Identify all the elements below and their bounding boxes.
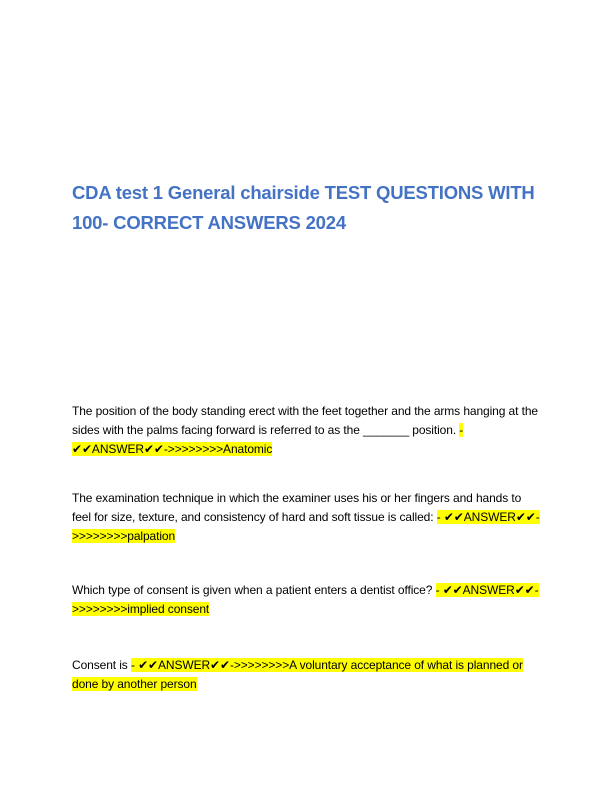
question-text: The position of the body standing erect with the feet together and the arms hanging at the sides with the palms facing forward is referred to as the _______ position. <box>72 404 538 437</box>
answer-text: - ✔✔ANSWER✔✔->>>>>>>>implied consent <box>72 583 539 616</box>
answer-text: - ✔✔ANSWER✔✔->>>>>>>>palpation <box>72 510 540 543</box>
question-text: The examination technique in which the examiner uses his or her fingers and hands to feel for size, texture, and consistency of hard and soft tissue is called: <box>72 491 522 524</box>
qa-item <box>72 656 542 694</box>
question-text: Consent is <box>72 658 131 672</box>
answer-text: - ✔✔ANSWER✔✔->>>>>>>>A voluntary acceptance of what is planned or done by another person <box>72 658 523 691</box>
qa-item <box>72 581 542 619</box>
qa-item <box>72 402 542 459</box>
answer-text: - ✔✔ANSWER✔✔->>>>>>>>Anatomic <box>72 423 464 456</box>
document-title: CDA test 1 General chairside TEST QUESTIONS WITH 100- CORRECT ANSWERS 2024 <box>72 182 535 233</box>
question-text: Which type of consent is given when a patient enters a dentist office? <box>72 583 436 597</box>
qa-item <box>72 489 542 546</box>
